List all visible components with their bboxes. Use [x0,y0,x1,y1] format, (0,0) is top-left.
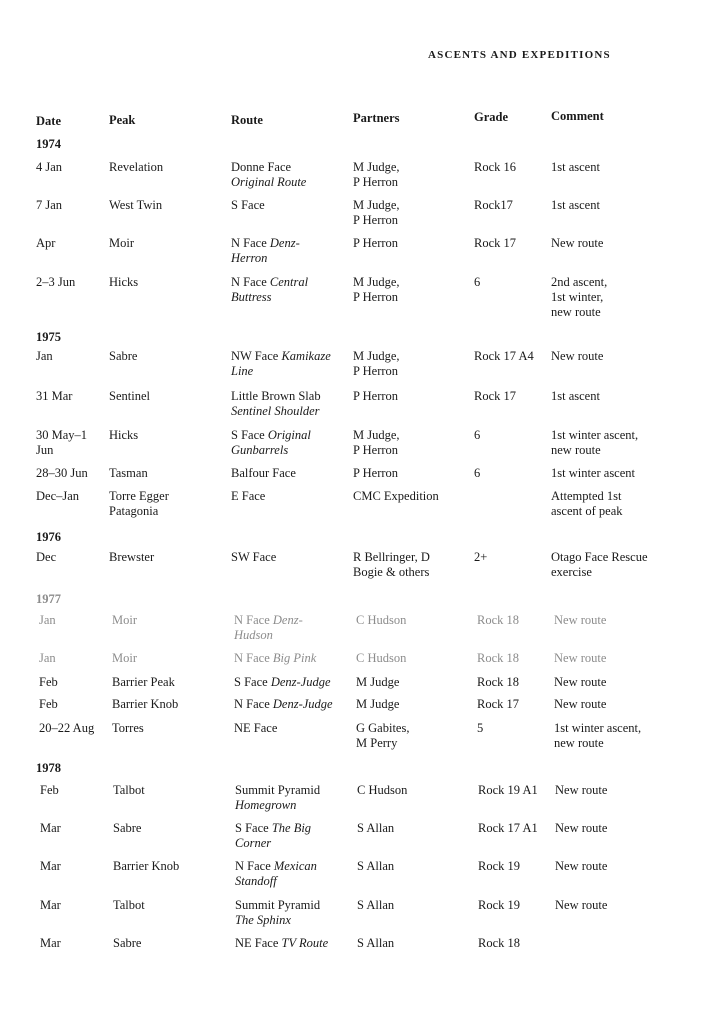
cell-partners [356,651,406,666]
cell-date [39,721,94,736]
running-head: ASCENTS AND EXPEDITIONS [428,49,611,61]
cell-line: S Face Original [231,428,311,442]
cell-line: R Bellringer, D [353,550,430,564]
cell-peak [112,651,137,666]
cell-line: S Face Denz-Judge [234,675,331,689]
cell-line: P Herron [353,364,399,378]
cell-line: G Gabites, [356,721,410,735]
cell-comment [551,466,635,481]
year-heading: 1975 [36,330,61,344]
cell-line: Moir [112,651,137,665]
cell-route [234,651,316,666]
cell-comment [551,275,607,320]
cell-line: NW Face Kamikaze [231,349,331,363]
cell-line: West Twin [109,198,163,212]
cell-line: Barrier Peak [112,675,175,689]
year-heading: 1974 [36,137,61,151]
cell-line: N Face Mexican [235,859,317,873]
cell-grade [477,613,519,628]
cell-line: Rock 17 A4 [474,349,534,363]
cell-line: E Face [231,489,266,503]
cell-line: Talbot [113,783,145,797]
cell-date [36,389,72,404]
cell-line: Revelation [109,160,164,174]
cell-line: Rock 17 [474,389,517,403]
header-route: Route [231,113,263,127]
cell-date [40,859,61,874]
cell-date [36,550,56,565]
cell-grade [477,721,483,736]
cell-line: Torres [112,721,144,735]
cell-line: new route [551,305,601,319]
cell-partners [353,275,400,305]
cell-partners [353,160,400,190]
cell-route [234,613,303,643]
cell-line: Sentinel Shoulder [231,404,320,418]
cell-line: P Herron [353,236,399,250]
cell-line: C Hudson [356,613,407,627]
cell-line: New route [554,613,607,627]
cell-line: exercise [551,565,592,579]
cell-route [231,275,308,305]
cell-peak [109,466,148,481]
cell-line: P Herron [353,175,399,189]
cell-peak [113,859,179,874]
cell-line: Little Brown Slab [231,389,321,403]
cell-line: P Herron [353,389,399,403]
cell-line: Sabre [113,821,142,835]
cell-comment [551,389,600,404]
cell-line: M Judge [356,697,400,711]
cell-line: 30 May–1 [36,428,88,442]
cell-grade [474,428,480,443]
cell-line: Dec [36,550,57,564]
cell-line: P Herron [353,290,399,304]
cell-date [39,675,58,690]
cell-partners [357,859,394,874]
cell-date [36,489,79,504]
cell-comment [551,550,648,580]
cell-line: Standoff [235,874,277,888]
cell-line: New route [551,349,604,363]
cell-line: S Allan [357,859,395,873]
cell-date [36,236,55,251]
year-heading: 1978 [36,761,61,775]
cell-grade [477,697,519,712]
cell-line: New route [554,651,607,665]
cell-line: Rock 19 A1 [478,783,538,797]
cell-route [231,550,276,565]
cell-line: Feb [39,697,58,711]
cell-line: Summit Pyramid [235,783,321,797]
cell-grade [478,783,538,798]
cell-line: 1st winter ascent, [554,721,642,735]
cell-line: Jan [39,651,56,665]
cell-route [234,675,331,690]
cell-partners [357,783,407,798]
cell-line: Balfour Face [231,466,296,480]
cell-line: Line [231,364,254,378]
cell-line: Sabre [113,936,142,950]
cell-line: Talbot [113,898,145,912]
cell-comment [551,198,600,213]
cell-partners [357,898,394,913]
cell-date [36,198,62,213]
cell-peak [112,697,178,712]
cell-line: Mar [40,936,61,950]
cell-grade [474,466,480,481]
cell-line: S Allan [357,821,395,835]
cell-line: 6 [474,275,481,289]
cell-line: ascent of peak [551,504,623,518]
cell-line: 31 Mar [36,389,73,403]
cell-partners [353,198,400,228]
cell-line: Mar [40,821,61,835]
cell-grade [474,349,534,364]
cell-comment [554,613,606,628]
year-heading: 1977 [36,592,61,606]
cell-line: N Face Central [231,275,309,289]
cell-peak [109,489,169,519]
cell-line: 5 [477,721,484,735]
cell-line: 6 [474,466,481,480]
cell-peak [109,349,137,364]
cell-line: 1st ascent [551,198,600,212]
cell-peak [109,160,163,175]
header-grade: Grade [474,110,509,124]
cell-line: Dec–Jan [36,489,80,503]
cell-line: Original Route [231,175,307,189]
cell-partners [353,466,398,481]
cell-line: New route [555,859,608,873]
cell-line: Rock17 [474,198,513,212]
cell-line: 2–3 Jun [36,275,76,289]
cell-route [235,898,320,928]
cell-line: The Sphinx [235,913,291,927]
year-heading: 1976 [36,530,61,544]
cell-grade [477,675,519,690]
cell-line: Rock 19 [478,859,521,873]
cell-date [40,936,61,951]
cell-route [231,349,331,379]
cell-line: Feb [40,783,59,797]
cell-line: Hicks [109,428,139,442]
cell-comment [551,236,603,251]
cell-peak [112,721,144,736]
cell-line: Rock 17 [477,697,520,711]
cell-partners [356,697,399,712]
cell-date [40,821,61,836]
cell-date [36,466,88,481]
cell-line: S Allan [357,936,395,950]
cell-line: 20–22 Aug [39,721,95,735]
cell-grade [477,651,519,666]
cell-line: Bogie & others [353,565,430,579]
cell-date [40,898,61,913]
cell-line: Jan [36,349,53,363]
cell-peak [109,428,138,443]
cell-comment [551,160,600,175]
cell-line: 1st ascent [551,160,600,174]
cell-partners [357,821,394,836]
header-peak: Peak [109,113,136,127]
cell-partners [356,675,399,690]
cell-peak [112,675,175,690]
cell-line: Rock 18 [477,613,520,627]
cell-line: M Judge, [353,275,400,289]
cell-line: Rock 18 [478,936,521,950]
cell-comment [555,859,607,874]
cell-date [39,613,56,628]
cell-line: Moir [109,236,134,250]
cell-grade [474,275,480,290]
cell-line: Sentinel [109,389,150,403]
cell-line: P Herron [353,213,399,227]
header-partners: Partners [353,111,400,125]
cell-route [231,198,265,213]
cell-line: Apr [36,236,56,250]
cell-line: 6 [474,428,481,442]
cell-line: M Judge, [353,198,400,212]
cell-peak [113,936,141,951]
cell-route [235,821,311,851]
cell-grade [474,160,516,175]
cell-peak [109,236,134,251]
cell-date [39,651,56,666]
cell-line: Barrier Knob [113,859,180,873]
cell-partners [357,936,394,951]
cell-route [235,783,320,813]
cell-line: Rock 17 [474,236,517,250]
cell-line: S Face The Big [235,821,312,835]
cell-line: Jan [39,613,56,627]
cell-line: NE Face [234,721,278,735]
cell-line: M Judge, [353,160,400,174]
cell-date [36,349,53,364]
cell-date [36,160,62,175]
cell-partners [353,349,400,379]
cell-grade [474,198,513,213]
cell-comment [551,489,623,519]
cell-line: Otago Face Rescue [551,550,648,564]
cell-route [231,160,306,190]
cell-route [231,489,265,504]
cell-line: Rock 18 [477,651,520,665]
cell-grade [474,389,516,404]
cell-grade [478,859,520,874]
cell-peak [109,550,154,565]
cell-line: M Judge, [353,349,400,363]
cell-partners [356,613,406,628]
cell-line: Hicks [109,275,139,289]
cell-peak [113,783,145,798]
cell-line: New route [555,783,608,797]
cell-line: New route [554,697,607,711]
cell-line: Patagonia [109,504,159,518]
cell-peak [109,198,162,213]
cell-comment [555,783,607,798]
cell-route [231,466,296,481]
header-comment: Comment [551,109,604,123]
cell-route [231,389,321,419]
cell-line: Tasman [109,466,148,480]
cell-line: Rock 16 [474,160,517,174]
cell-line: Rock 17 A1 [478,821,538,835]
cell-line: Donne Face [231,160,292,174]
cell-line: N Face Denz- [231,236,300,250]
cell-line: Gunbarrels [231,443,289,457]
cell-line: Rock 18 [477,675,520,689]
cell-line: New route [555,821,608,835]
cell-route [235,936,328,951]
cell-grade [478,898,520,913]
cell-peak [112,613,137,628]
cell-line: 2nd ascent, [551,275,608,289]
cell-line: Barrier Knob [112,697,179,711]
cell-line: New route [554,675,607,689]
cell-line: C Hudson [356,651,407,665]
cell-line: Rock 19 [478,898,521,912]
cell-line: CMC Expedition [353,489,439,503]
cell-route [231,236,300,266]
cell-grade [474,236,516,251]
cell-line: N Face Big Pink [234,651,317,665]
cell-line: Jun [36,443,54,457]
cell-line: Mar [40,898,61,912]
cell-partners [356,721,409,751]
cell-date [39,697,58,712]
cell-line: Sabre [109,349,138,363]
cell-line: N Face Denz- [234,613,303,627]
cell-line: P Herron [353,466,399,480]
cell-line: Herron [231,251,268,265]
cell-line: New route [551,236,604,250]
header-date: Date [36,114,61,128]
cell-route [234,697,333,712]
cell-line: new route [554,736,604,750]
cell-line: 1st ascent [551,389,600,403]
cell-peak [109,275,138,290]
cell-partners [353,389,398,404]
cell-date [40,783,59,798]
cell-line: Summit Pyramid [235,898,321,912]
cell-grade [478,936,520,951]
cell-line: Moir [112,613,137,627]
cell-grade [478,821,538,836]
cell-line: NE Face TV Route [235,936,329,950]
cell-comment [551,349,603,364]
cell-peak [109,389,150,404]
cell-partners [353,428,400,458]
cell-line: S Face [231,198,265,212]
cell-line: 7 Jan [36,198,63,212]
cell-route [231,428,311,458]
cell-comment [551,428,638,458]
cell-route [235,859,317,889]
cell-date [36,275,75,290]
cell-comment [554,697,606,712]
cell-comment [554,675,606,690]
cell-partners [353,236,398,251]
cell-comment [554,651,606,666]
cell-line: 4 Jan [36,160,63,174]
cell-comment [555,898,607,913]
cell-line: 2+ [474,550,488,564]
cell-line: New route [555,898,608,912]
cell-date [36,428,87,458]
cell-line: Homegrown [235,798,297,812]
cell-line: SW Face [231,550,277,564]
cell-line: M Perry [356,736,398,750]
cell-line: Torre Egger [109,489,169,503]
cell-line: Hudson [234,628,273,642]
cell-partners [353,489,439,504]
cell-line: Mar [40,859,61,873]
cell-comment [555,821,607,836]
cell-line: P Herron [353,443,399,457]
cell-partners [353,550,430,580]
cell-line: 1st winter, [551,290,604,304]
cell-line: M Judge, [353,428,400,442]
cell-line: S Allan [357,898,395,912]
cell-line: new route [551,443,601,457]
cell-line: 1st winter ascent, [551,428,639,442]
cell-line: N Face Denz-Judge [234,697,333,711]
cell-comment [554,721,641,751]
cell-peak [113,898,145,913]
cell-line: M Judge [356,675,400,689]
cell-line: Buttress [231,290,272,304]
cell-line: C Hudson [357,783,408,797]
cell-line: Corner [235,836,272,850]
cell-line: Feb [39,675,58,689]
cell-route [234,721,277,736]
cell-line: Attempted 1st [551,489,622,503]
cell-grade [474,550,487,565]
cell-line: 1st winter ascent [551,466,636,480]
cell-line: Brewster [109,550,155,564]
cell-line: 28–30 Jun [36,466,88,480]
cell-peak [113,821,141,836]
